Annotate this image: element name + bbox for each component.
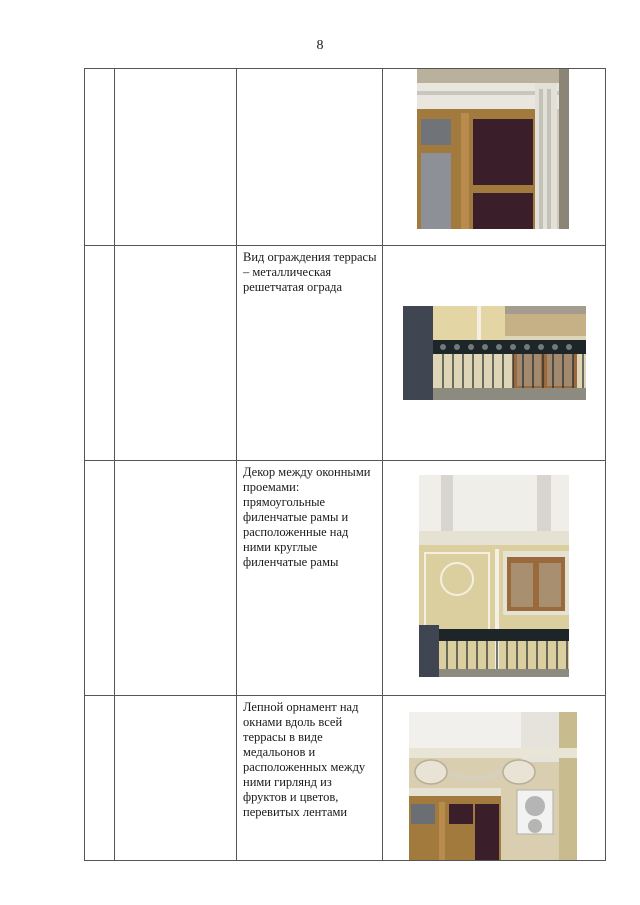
photo-cell — [383, 461, 606, 696]
description-cell — [237, 461, 383, 696]
photo-cell — [383, 696, 606, 861]
description-text: Декор между оконными проемами: прямоугольные филенчатые рамы и расположенные над ними круглые филенчатые рамы — [243, 465, 371, 569]
stucco-ornament-photo — [409, 712, 577, 861]
element-cell — [115, 696, 237, 861]
table-row — [85, 69, 606, 246]
element-cell — [115, 69, 237, 246]
inspection-table — [84, 68, 606, 861]
description-text: Вид ограждения террасы – металлическая решетчатая ограда — [243, 250, 377, 294]
description-cell — [237, 246, 383, 461]
table-row — [85, 696, 606, 861]
wall-decor-photo — [419, 475, 569, 677]
number-cell — [85, 461, 115, 696]
photo-cell — [383, 69, 606, 246]
table-row — [85, 246, 606, 461]
element-cell — [115, 461, 237, 696]
terrace-railing-photo — [403, 306, 586, 400]
table-row — [85, 461, 606, 696]
element-cell — [115, 246, 237, 461]
number-cell — [85, 69, 115, 246]
photo-cell — [383, 246, 606, 461]
description-cell — [237, 696, 383, 861]
description-text: Лепной орнамент над окнами вдоль всей террасы в виде медальонов и расположенных между ними гирлянд из фруктов и цветов, перевитых лентами — [243, 700, 366, 819]
window-frame-photo — [417, 69, 569, 229]
page-number: 8 — [316, 38, 324, 53]
number-cell — [85, 246, 115, 461]
description-cell — [237, 69, 383, 246]
number-cell — [85, 696, 115, 861]
description-text — [237, 69, 382, 73]
